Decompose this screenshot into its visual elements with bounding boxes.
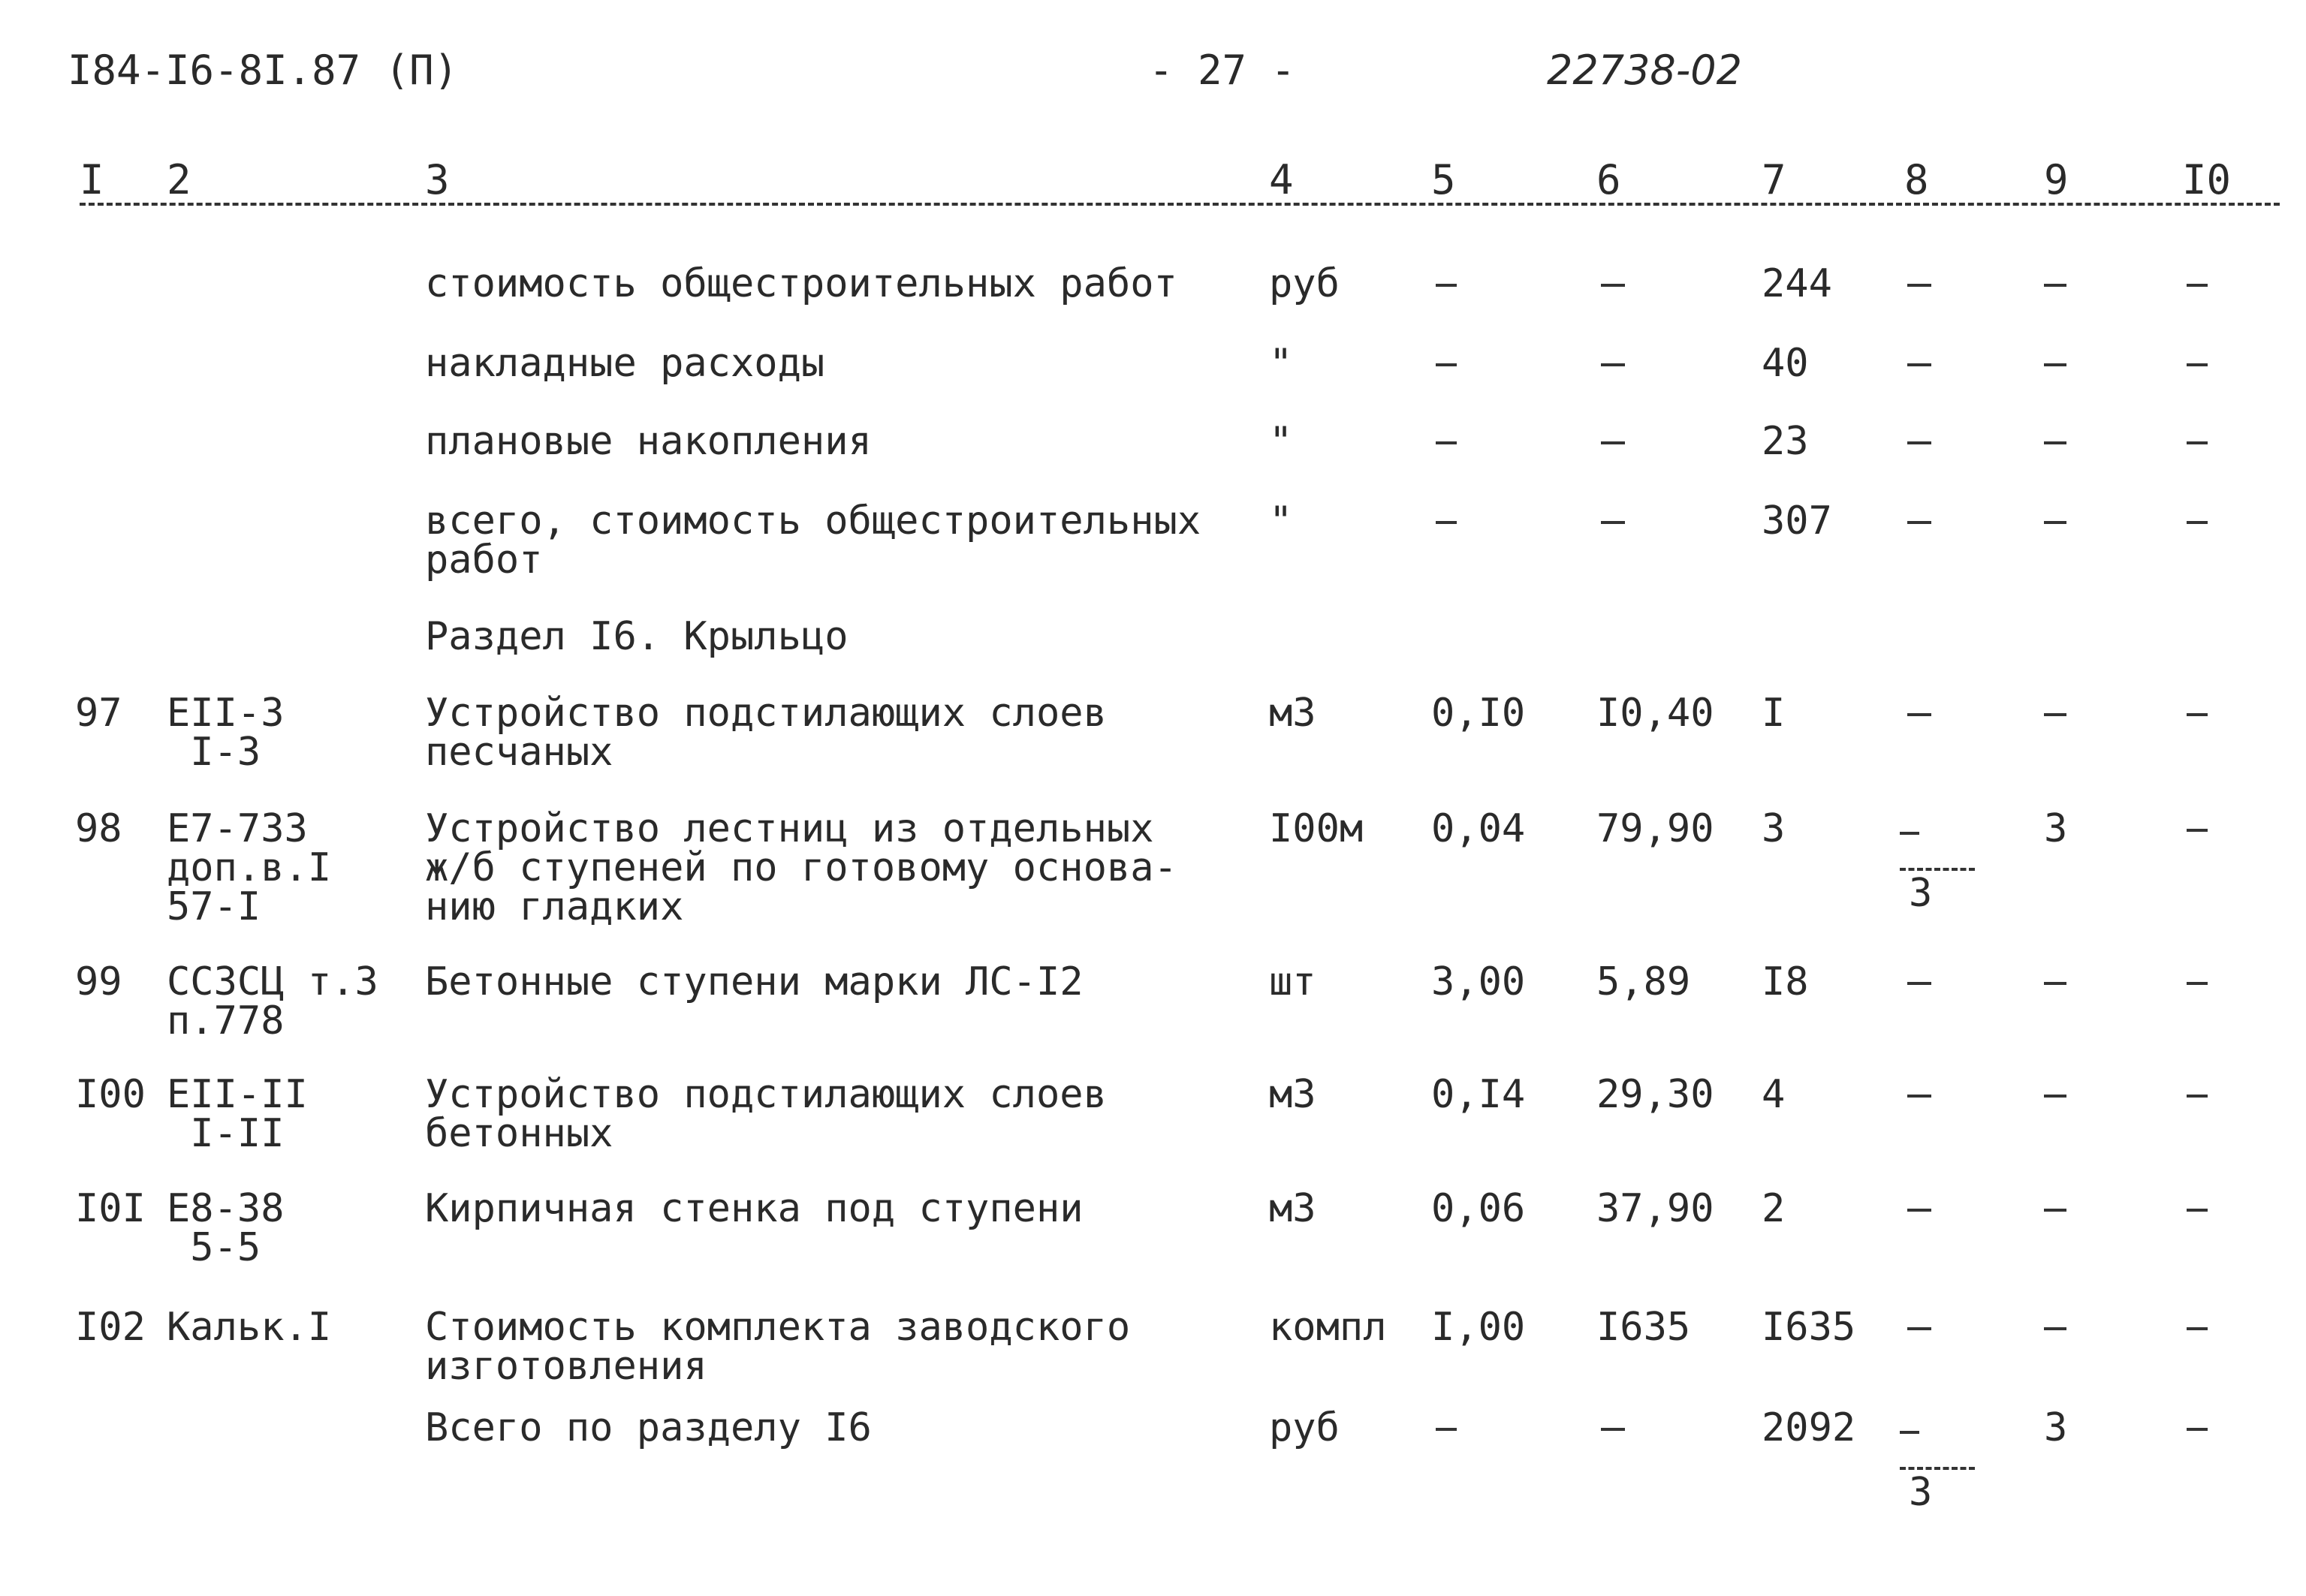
cell-unit: руб bbox=[1269, 261, 1340, 306]
column-header-8: 8 bbox=[1904, 156, 1929, 203]
cell-name: Бетонные ступени марки ЛС-I2 bbox=[425, 959, 1084, 1004]
cell-name: накладные расходы bbox=[425, 341, 825, 386]
cell-total: I8 bbox=[1762, 959, 1809, 1004]
cell-total: 40 bbox=[1762, 341, 1809, 386]
dash-c10 bbox=[2187, 441, 2208, 444]
cell-total: 2 bbox=[1762, 1186, 1786, 1231]
cell-qty: 0,06 bbox=[1431, 1186, 1526, 1231]
cell-code: ССЗСЦ т.3 п.778 bbox=[167, 959, 378, 1043]
dash-c10 bbox=[2187, 982, 2208, 985]
dash-c9 bbox=[2044, 713, 2066, 716]
cell-total: I635 bbox=[1762, 1305, 1856, 1350]
column-header-9: 9 bbox=[2044, 156, 2069, 203]
dash-c8 bbox=[1907, 982, 1931, 985]
dash-c9 bbox=[2044, 1327, 2066, 1330]
dash-c10 bbox=[2187, 521, 2208, 524]
cell-no: 99 bbox=[75, 959, 122, 1004]
cell-c9: 3 bbox=[2044, 806, 2068, 851]
cell-total: 23 bbox=[1762, 419, 1809, 464]
cell-unit: " bbox=[1269, 419, 1293, 464]
dash-c9 bbox=[2044, 363, 2066, 366]
column-header-6: 6 bbox=[1596, 156, 1621, 203]
column-header-2: 2 bbox=[167, 156, 191, 203]
dash-c8 bbox=[1907, 363, 1931, 366]
dash-price bbox=[1601, 363, 1625, 366]
dash-price bbox=[1601, 441, 1625, 444]
cell-unit: м3 bbox=[1269, 1072, 1316, 1117]
cell-name: плановые накопления bbox=[425, 419, 872, 464]
cell-no: 98 bbox=[75, 806, 122, 851]
column-header-3: 3 bbox=[425, 156, 450, 203]
fraction-denominator: 3 bbox=[1909, 1470, 1933, 1515]
dash-qty bbox=[1436, 441, 1457, 444]
dash-c10 bbox=[2187, 1095, 2208, 1098]
dash-price bbox=[1601, 521, 1625, 524]
page-number: - 27 - bbox=[1149, 47, 1296, 94]
cell-code: EII-3 I-3 bbox=[167, 691, 285, 775]
dash-price bbox=[1601, 1428, 1625, 1431]
section-title: Раздел I6. Крыльцо bbox=[425, 614, 849, 659]
cell-price: 37,90 bbox=[1596, 1186, 1714, 1231]
dash-c8 bbox=[1907, 441, 1931, 444]
dash-c9 bbox=[2044, 441, 2066, 444]
column-header-5: 5 bbox=[1431, 156, 1456, 203]
dash-c8 bbox=[1907, 1327, 1931, 1330]
column-header-4: 4 bbox=[1269, 156, 1294, 203]
cell-qty: 3,00 bbox=[1431, 959, 1526, 1004]
column-header-10: I0 bbox=[2182, 156, 2232, 203]
dash-c9 bbox=[2044, 1209, 2066, 1212]
cell-code: EII-II I-II bbox=[167, 1072, 308, 1156]
fraction-numerator-dash bbox=[1900, 1431, 1919, 1434]
cell-unit: компл bbox=[1269, 1305, 1387, 1350]
dash-c9 bbox=[2044, 284, 2066, 287]
cell-unit: " bbox=[1269, 498, 1293, 544]
cell-no: I0I bbox=[75, 1186, 146, 1231]
cell-name: Стоимость комплекта заводского изготовления bbox=[425, 1305, 1131, 1389]
cell-no: 97 bbox=[75, 691, 122, 736]
cell-total: 3 bbox=[1762, 806, 1786, 851]
dash-qty bbox=[1436, 363, 1457, 366]
dash-qty bbox=[1436, 284, 1457, 287]
dash-qty bbox=[1436, 521, 1457, 524]
cell-name: Кирпичная стенка под ступени bbox=[425, 1186, 1084, 1231]
cell-name: всего, стоимость общестроительных работ bbox=[425, 498, 1201, 583]
cell-total: I bbox=[1762, 691, 1786, 736]
cell-c9: 3 bbox=[2044, 1405, 2068, 1450]
column-header-1: I bbox=[80, 156, 104, 203]
dash-c8 bbox=[1907, 1209, 1931, 1212]
cell-code: E8-38 5-5 bbox=[167, 1186, 285, 1270]
dash-c10 bbox=[2187, 1327, 2208, 1330]
cell-unit: шт bbox=[1269, 959, 1316, 1004]
cell-qty: 0,I4 bbox=[1431, 1072, 1526, 1117]
cell-no: I02 bbox=[75, 1305, 146, 1350]
cell-qty: I,00 bbox=[1431, 1305, 1526, 1350]
dash-c8 bbox=[1907, 521, 1931, 524]
dash-c9 bbox=[2044, 982, 2066, 985]
dash-c10 bbox=[2187, 1209, 2208, 1212]
cell-price: I635 bbox=[1596, 1305, 1691, 1350]
dash-c10 bbox=[2187, 363, 2208, 366]
cell-qty: 0,04 bbox=[1431, 806, 1526, 851]
dash-c10 bbox=[2187, 284, 2208, 287]
cell-no: I00 bbox=[75, 1072, 146, 1117]
dash-c10 bbox=[2187, 713, 2208, 716]
registration-number: 22738-02 bbox=[1547, 47, 1742, 94]
dash-c10 bbox=[2187, 829, 2208, 832]
dash-c8 bbox=[1907, 1095, 1931, 1098]
dash-price bbox=[1601, 284, 1625, 287]
cell-total: 307 bbox=[1762, 498, 1832, 544]
document-code: I84-I6-8I.87 (П) bbox=[68, 47, 459, 94]
cell-name: Всего по разделу I6 bbox=[425, 1405, 872, 1450]
dash-c8 bbox=[1907, 713, 1931, 716]
cell-total: 244 bbox=[1762, 261, 1832, 306]
fraction-numerator-dash bbox=[1900, 832, 1919, 835]
cell-unit: м3 bbox=[1269, 691, 1316, 736]
cell-unit: руб bbox=[1269, 1405, 1340, 1450]
cell-total: 4 bbox=[1762, 1072, 1786, 1117]
cell-price: 79,90 bbox=[1596, 806, 1714, 851]
cell-qty: 0,I0 bbox=[1431, 691, 1526, 736]
dash-qty bbox=[1436, 1428, 1457, 1431]
cell-price: 29,30 bbox=[1596, 1072, 1714, 1117]
dash-c10 bbox=[2187, 1428, 2208, 1431]
cell-name: Устройство подстилающих слоев бетонных bbox=[425, 1072, 1107, 1156]
fraction-denominator: 3 bbox=[1909, 871, 1933, 916]
cell-code: E7-733 доп.в.I 57-I bbox=[167, 806, 332, 929]
column-header-7: 7 bbox=[1762, 156, 1786, 203]
cell-name: Устройство подстилающих слоев песчаных bbox=[425, 691, 1107, 775]
cell-code: Кальк.I bbox=[167, 1305, 332, 1350]
cell-total: 2092 bbox=[1762, 1405, 1856, 1450]
cell-name: стоимость общестроительных работ bbox=[425, 261, 1177, 306]
cell-unit: м3 bbox=[1269, 1186, 1316, 1231]
cell-unit: I00м bbox=[1269, 806, 1364, 851]
cell-name: Устройство лестниц из отдельных ж/б ступеней по готовому основа- нию гладких bbox=[425, 806, 1177, 929]
cell-price: I0,40 bbox=[1596, 691, 1714, 736]
cell-price: 5,89 bbox=[1596, 959, 1691, 1004]
dash-c8 bbox=[1907, 284, 1931, 287]
cell-unit: " bbox=[1269, 341, 1293, 386]
dash-c9 bbox=[2044, 521, 2066, 524]
header-rule bbox=[80, 203, 2280, 206]
dash-c9 bbox=[2044, 1095, 2066, 1098]
